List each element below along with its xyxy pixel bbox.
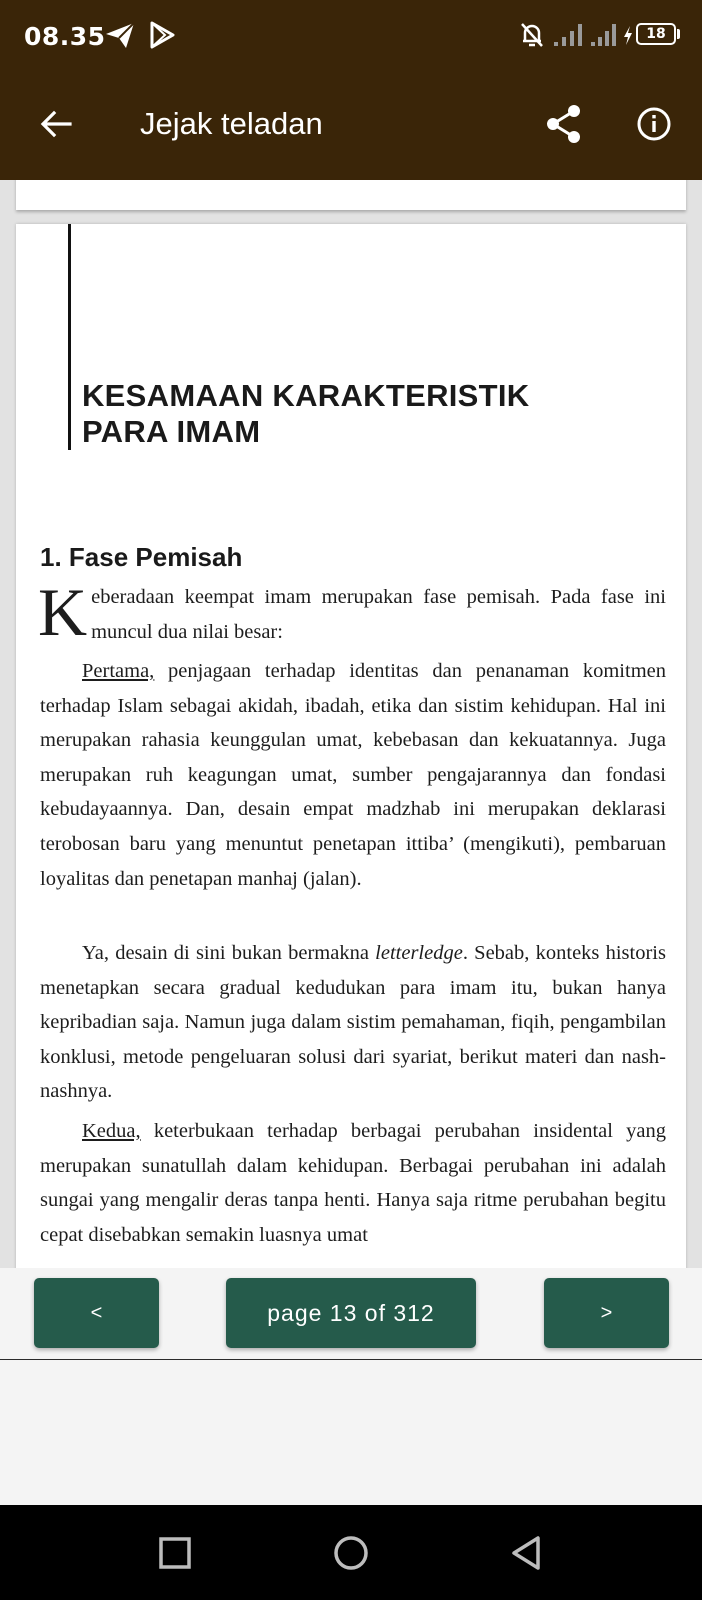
home-icon[interactable] <box>329 1531 373 1575</box>
paragraph-lead-word: Pertama, <box>82 660 155 682</box>
previous-page-button[interactable]: < <box>34 1278 159 1348</box>
play-store-icon <box>148 20 176 50</box>
chapter-title-line: PARA IMAM <box>82 414 261 449</box>
paragraph-text: eberadaan keempat imam merupakan fase pemisah. Pada fase ini muncul dua nilai besar: <box>91 586 666 643</box>
back-triangle-icon[interactable] <box>505 1531 549 1575</box>
paragraph-text: penjagaan terhadap identitas dan penanaman komitmen terhadap Islam sebagai akidah, ibadah, etika dan sistim kehidupan. Hal ini merupakan rahasia keunggulan umat, kebebasan dan kekuatannya. Juga merupakan ruh keagungan umat, sumber pengajarannya dan fondasi kebudayaannya. Dan, desain empat madzhab ini merupakan deklarasi terobosan baru yang menuntut penetapan ittiba’ (mengikuti), pembaruan loyalitas dan penetapan manhaj (jalan). <box>40 660 666 890</box>
chapter-title <box>82 378 662 450</box>
page-sheet <box>16 224 686 1268</box>
app-title: Jejak teladan <box>140 106 323 141</box>
paragraph-text: Ya, desain di sini bukan bermakna <box>82 942 376 964</box>
paragraph-lead-word: Kedua, <box>82 1120 141 1142</box>
page-navigation <box>0 1268 702 1360</box>
section-heading: 1. Fase Pemisah <box>40 542 243 572</box>
pdf-reader-view[interactable] <box>0 180 702 1268</box>
chapter-title-line: KESAMAAN KARAKTERISTIK <box>82 378 530 413</box>
paragraph <box>38 574 666 650</box>
info-icon[interactable] <box>630 100 678 148</box>
next-page-button[interactable]: > <box>544 1278 669 1348</box>
empty-area <box>0 1361 702 1505</box>
paragraph-text: keterbukaan terhadap berbagai perubahan insidental yang merupakan sunatullah dalam kehidupan. Berbagai perubahan ini adalah sungai yang mengalir deras tanpa henti. Hanya saja ritme perubahan begitu cepat disebabkan semakin luasnya umat <box>40 1120 666 1246</box>
paragraph-text: . Sebab, konteks historis menetapkan secara gradual kedudukan para imam itu, bukan hanya kepribadian saja. Namun juga dalam sistim pemahaman, fiqih, pengambilan konklusi, metode pengeluaran solusi dari syariat, berikut materi dan nash-nashnya. <box>40 942 666 1103</box>
share-icon[interactable] <box>540 100 588 148</box>
status-bar <box>0 0 702 70</box>
charging-icon <box>621 20 635 50</box>
app-bar <box>0 70 702 180</box>
recent-apps-icon[interactable] <box>153 1531 197 1575</box>
italic-term: letterledge <box>375 942 463 964</box>
back-arrow-icon[interactable] <box>32 100 80 148</box>
chapter-divider-line <box>68 224 71 450</box>
previous-page-sheet <box>16 180 686 210</box>
page-indicator-button[interactable]: page 13 of 312 <box>226 1278 476 1348</box>
battery-tip <box>677 29 680 39</box>
status-time: 08.35 <box>24 22 106 51</box>
system-navigation-bar <box>0 1505 702 1600</box>
paragraph <box>40 1114 666 1252</box>
telegram-send-icon <box>104 20 136 50</box>
signal-icon <box>590 20 620 50</box>
paragraph <box>40 654 666 896</box>
signal-icon <box>552 20 586 50</box>
paragraph <box>40 936 666 1109</box>
drop-cap: K <box>38 574 88 650</box>
bell-off-icon <box>518 20 546 50</box>
battery-icon: 18 <box>636 23 676 45</box>
